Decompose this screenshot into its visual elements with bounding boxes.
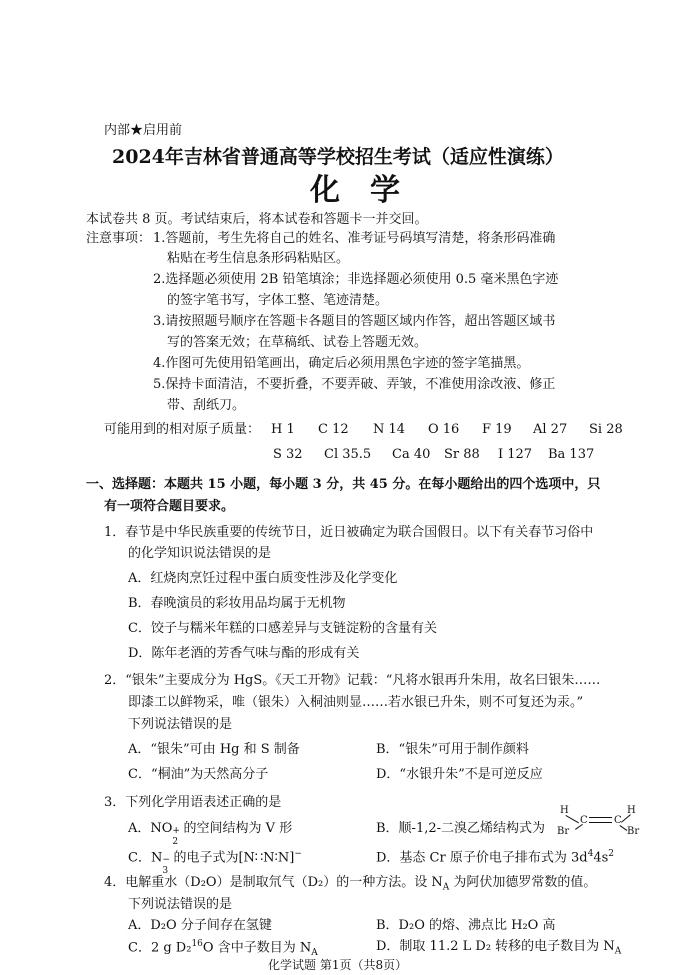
q1-option-a: A．红烧肉烹饪过程中蛋白质变性涉及化学变化: [128, 571, 398, 586]
atomic-mass: I 127: [498, 447, 533, 462]
q4-option-b: B．D₂O 的熔、沸点比 H₂O 高: [376, 918, 556, 933]
q4-option-c: [128, 940, 318, 958]
q2-option-a: A．“银朱”可由 Hg 和 S 制备: [128, 742, 300, 757]
q3-option-c: [128, 849, 302, 877]
struct-bond: [621, 814, 631, 822]
q3-a-sub: 2: [172, 837, 179, 847]
q4-option-d: [376, 940, 621, 957]
q3-d-sup2: 2: [608, 849, 614, 859]
q4-d-prefix: D．制取 11.2 L D₂ 转移的电子数目为 N: [376, 939, 615, 954]
struct-h-right: H: [627, 805, 636, 816]
q3-stem: 3．下列化学用语表述正确的是: [104, 795, 282, 810]
struct-br-left: Br: [557, 826, 570, 837]
q4-stem-sub: A: [442, 882, 450, 893]
q2-stem-cont: 即漆工以鲜物采，唯（银朱）入桐油则显……若水银已升朱，则不可复还为汞。”: [128, 695, 584, 710]
q1-option-b: B．春晚演员的彩妆用品均属于无机物: [128, 596, 346, 611]
exam-title: 2024年吉林省普通高等学校招生考试（适应性演练）: [112, 146, 564, 168]
q2-stem-cont: 下列说法错误的是: [128, 717, 233, 732]
q3-c-sub: 3: [162, 866, 169, 877]
q3-option-a: [128, 821, 293, 847]
section-heading-cont: 有一项符合题目要求。: [104, 499, 235, 514]
q3-c-bracket-sup: −: [294, 849, 302, 859]
q3-option-b: B．顺-1,2-二溴乙烯结构式为: [376, 821, 546, 836]
notice-label: 注意事项：: [86, 231, 152, 246]
q2-option-d: D．“水银升朱”不是可逆反应: [376, 767, 543, 782]
q2-option-b: B．“银朱”可用于制作颜料: [376, 742, 529, 757]
struct-bond: [566, 815, 579, 823]
atomic-mass: N 14: [373, 422, 406, 437]
notice-item: 1.答题前，考生先将自己的姓名、准考证号码填写清楚，将条形码准确: [153, 231, 556, 246]
struct-br-right: Br: [627, 826, 640, 837]
notice-item: 带、刮纸刀。: [167, 398, 246, 413]
q4-c-prefix: C．2 g D₂: [128, 940, 192, 956]
struct-double-bond: [589, 817, 612, 823]
notice-item: 3.请按照题号顺序在答题卡各题目的答题区域内作答，超出答题区域书: [153, 314, 556, 329]
struct-bond: [575, 824, 583, 830]
q4-stem-cont: 下列说法错误的是: [128, 897, 233, 912]
atomic-mass-label: 可能用到的相对原子质量：: [104, 422, 261, 437]
q3-a-suffix: 的空间结构为 V 形: [179, 821, 293, 836]
notice-item: 2.选择题必须使用 2B 铅笔填涂；非选择题必须使用 0.5 毫米黑色字迹: [153, 272, 559, 287]
atomic-mass: Ba 137: [548, 447, 595, 462]
q1-option-c: C．饺子与糯米年糕的口感差异与支链淀粉的含量有关: [128, 621, 437, 636]
q3-c-suffix: 的电子式为[N∷N∶N]: [169, 850, 295, 866]
q1-stem-cont: 的化学知识说法错误的是: [128, 546, 272, 561]
notice-item: 5.保持卡面清洁，不要折叠，不要弄破、弄皱，不准使用涂改液、修正: [153, 377, 556, 392]
notice-item: 粘贴在考生信息条形码粘贴区。: [167, 251, 350, 266]
q4-stem-suffix: 为阿伏加德罗常数的值。: [449, 875, 597, 890]
notice-item: 写的答案无效；在草稿纸、试卷上答题无效。: [167, 335, 428, 350]
q3-a-prefix: A．NO: [128, 821, 173, 836]
atomic-mass: Al 27: [533, 422, 568, 437]
q4-c-sub: A: [311, 947, 318, 958]
q3-c-sup: −: [162, 855, 170, 866]
q1-stem: 1．春节是中华民族重要的传统节日，近日被确定为联合国假日。以下有关春节习俗中: [104, 525, 594, 540]
paper-info: 本试卷共 8 页。考试结束后，将本试卷和答题卡一并交回。: [86, 212, 428, 227]
q4-stem-text: 4．电解重水（D₂O）是制取氘气（D₂）的一种方法。设 N: [104, 875, 443, 890]
atomic-mass: Ca 40: [392, 447, 431, 462]
atomic-mass: O 16: [428, 422, 460, 437]
atomic-mass: Cl 35.5: [324, 447, 372, 462]
notice-item: 的签字笔书写，字体工整、笔迹清楚。: [167, 293, 389, 308]
q2-option-c: C．“桐油”为天然高分子: [128, 767, 269, 782]
q1-option-d: D．陈年老酒的芳香气味与酯的形成有关: [128, 646, 360, 661]
q4-option-a: A．D₂O 分子间存在氢键: [128, 918, 272, 933]
section-heading: 一、选择题：本题共 15 小题，每小题 3 分，共 45 分。在每小题给出的四个选项中，只: [86, 477, 601, 492]
q4-d-sub: A: [614, 946, 622, 957]
q2-stem: 2．“银朱”主要成分为 HgS。《天工开物》记载：“凡将水银再升朱用，故名曰银朱……: [104, 673, 601, 688]
atomic-mass: H 1: [271, 422, 295, 437]
atomic-mass: F 19: [482, 422, 512, 437]
q4-stem: [104, 876, 596, 893]
q3-option-d: [376, 850, 614, 864]
notice-item: 4.作图可先使用铅笔画出，确定后必须用黑色字迹的签字笔描黑。: [153, 356, 530, 371]
q3-d-mid: 4s: [593, 850, 609, 866]
q4-c-suffix: O 含中子数目为 N: [202, 940, 312, 956]
subject-title: 化学: [310, 173, 430, 208]
atomic-mass: Si 28: [589, 422, 623, 437]
atomic-mass: S 32: [273, 447, 303, 462]
confidential-label: 内部★启用前: [104, 123, 183, 138]
struct-c-right: C: [614, 815, 622, 826]
atomic-mass: Sr 88: [444, 447, 480, 462]
q3-a-sup: +: [172, 826, 180, 836]
q3-c-prefix: C．N: [128, 850, 163, 866]
q4-c-sup: 16: [191, 939, 203, 949]
q3-d-prefix: D．基态 Cr 原子价电子排布式为 3d: [376, 850, 588, 866]
atomic-mass: C 12: [318, 422, 349, 437]
struct-h-left: H: [560, 805, 569, 816]
q3-d-sup1: 4: [587, 849, 594, 859]
page-footer: 化学试题 第1页（共8页）: [268, 958, 408, 972]
struct-c-left: C: [580, 815, 588, 826]
